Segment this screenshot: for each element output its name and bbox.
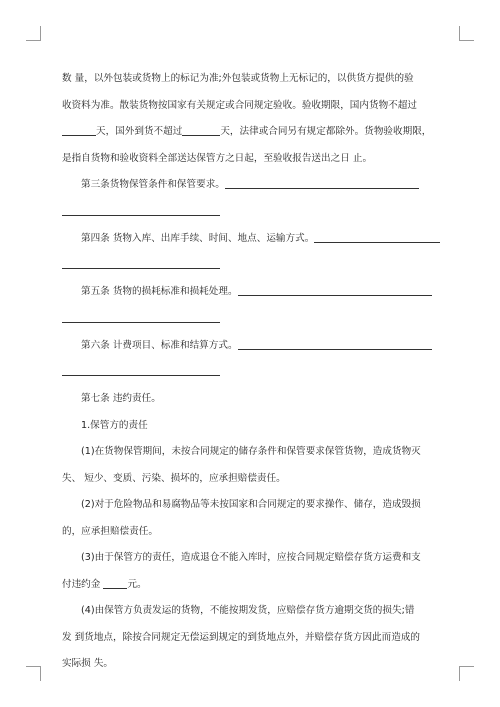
para1-line4: 是指自货物和验收资料全部送达保管方之日起，至验收报告送出之日 止。	[62, 152, 373, 164]
article-3-text: 第三条货物保管条件和保管要求。	[81, 179, 225, 190]
item3-line2-text-b: 元。	[127, 578, 147, 590]
document-body	[62, 66, 440, 678]
item1-line2: 失、 短少、变质、污染、损坏的，应承担赔偿责任。	[62, 472, 286, 484]
article-4-text: 第四条 货物入库、出库手续、时间、地点、运输方式。	[81, 232, 315, 244]
article-4-blank-line2[interactable]	[62, 252, 220, 269]
item3-line1: (3)由于保管方的责任，造成退仓不能入库时，应按合同规定赔偿存货方运费和支	[81, 552, 421, 563]
item1-line1: (1)在货物保管期间，未按合同规定的储存条件和保管要求保管货物，造成货物灭	[81, 446, 421, 457]
crop-mark-top-right	[459, 26, 474, 41]
item3-line2	[62, 572, 440, 599]
para1-line3	[62, 119, 440, 146]
article-7: 第七条 违约责任。	[81, 393, 161, 404]
article-5-blank[interactable]	[238, 284, 432, 296]
crop-mark-bottom-right	[459, 666, 474, 681]
article-3-blank[interactable]	[225, 177, 419, 189]
section-1-heading: 1.保管方的责任	[81, 419, 148, 431]
article-3-blank-line2[interactable]	[62, 199, 220, 216]
article-4	[62, 226, 440, 253]
crop-mark-top-left	[26, 26, 41, 41]
article-6	[62, 333, 440, 360]
item4-line2: 发 到货地点，除按合同规定无偿运到规定的到货地点外，并赔偿存货方因此而造成的	[62, 631, 421, 643]
item2-line1: (2)对于危险物品和易腐物品等未按国家和合同规定的要求操作、储存，造成毁损	[81, 499, 421, 510]
item4-line1: (4)由保管方负责发运的货物，不能按期发货，应赔偿存货方逾期交货的损失;错	[81, 605, 415, 616]
crop-mark-bottom-left	[26, 666, 41, 681]
article-3	[62, 172, 440, 199]
article-6-blank-line2[interactable]	[62, 359, 220, 376]
article-5-blank-line2[interactable]	[62, 306, 220, 323]
para1-line1: 数 量，以外包装或货物上的标记为准;外包装或货物上无标记的，以供货方提供的验	[62, 73, 414, 84]
blank-foreign-days[interactable]	[182, 124, 220, 136]
article-5-text: 第五条 货物的损耗标准和损耗处理。	[81, 286, 238, 297]
article-4-blank[interactable]	[314, 231, 440, 243]
item2-line2: 的，应承担赔偿责任。	[62, 525, 158, 537]
blank-domestic-days[interactable]	[62, 124, 96, 136]
para1-line2: 收资料为准。散装货物按国家有关规定或合同规定验收。验收期限，国内货物不超过	[62, 99, 417, 111]
item3-line2-text-a: 付违约金	[62, 578, 104, 590]
para1-line3-text-a: 天，国外到货不超过	[96, 126, 183, 137]
article-5	[62, 279, 440, 306]
article-6-text: 第六条 计费项目、标准和结算方式。	[81, 339, 238, 351]
article-6-blank[interactable]	[238, 338, 432, 350]
para1-line3-text-b: 天，法律或合同另有规定都除外。货物验收期限，	[220, 126, 432, 137]
blank-penalty-amount[interactable]	[103, 577, 127, 589]
item4-line3: 实际损 失。	[62, 658, 114, 669]
